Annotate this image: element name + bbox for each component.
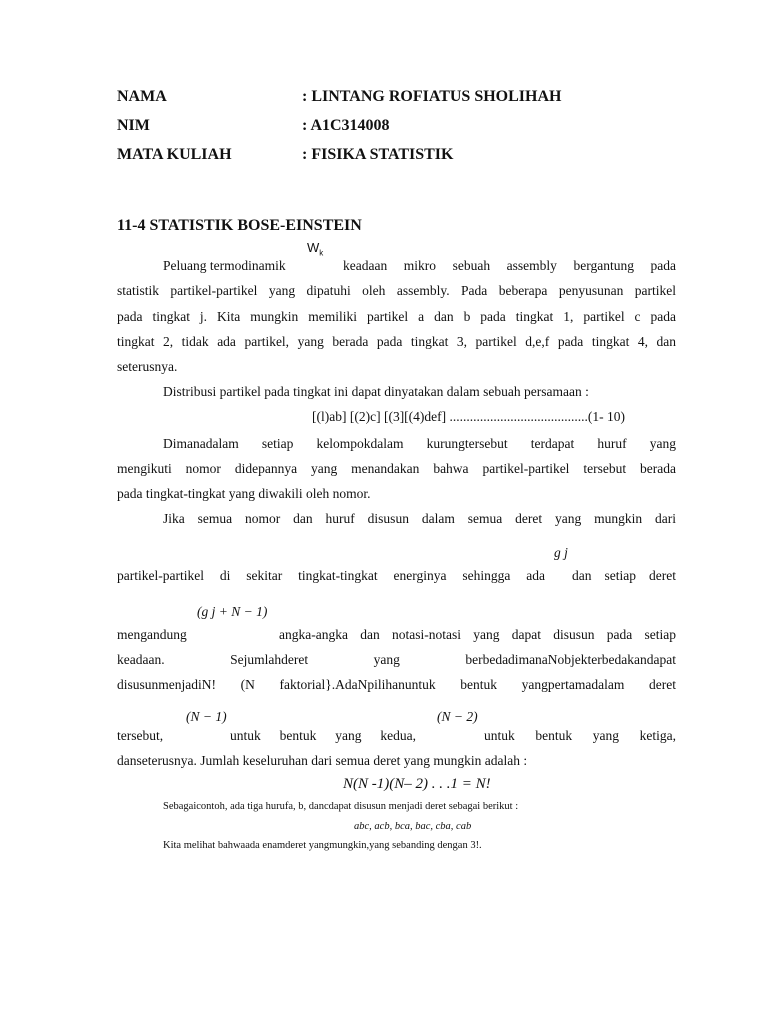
- p1-line1b: keadaan mikro sebuah assembly bergantung pada: [343, 258, 676, 273]
- symbol-n-2: (N − 2): [437, 709, 478, 724]
- p1-line5: seterusnya.: [117, 359, 178, 374]
- p3-line1: Dimanadalam setiap kelompokdalam kurungtersebut terdapat huruf yang: [163, 436, 676, 451]
- symbol-wk: [307, 240, 323, 258]
- p1-line1a: Peluang termodinamik: [163, 258, 286, 273]
- section-title: 11-4 STATISTIK BOSE-EINSTEIN: [117, 217, 362, 234]
- p4-line2a: partikel-partikel di sekitar tingkat-tingkat energinya sehingga ada: [117, 568, 545, 583]
- p4-line5: disusunmenjadiN! (N faktorial}.AdaNpilihanuntuk bentuk yangpertamadalam deret: [117, 677, 676, 692]
- p1-line2: statistik partikel-partikel yang dipatuhi oleh assembly. Pada beberapa penyusunan partikel: [117, 283, 676, 298]
- p1-line4: tingkat 2, tidak ada partikel, yang berada pada tingkat 3, partikel d,e,f pada tingkat 4, dan: [117, 334, 676, 349]
- p3-line2: mengikuti nomor didepannya yang menandakan bahwa partikel-partikel tersebut berada: [117, 461, 676, 476]
- symbol-gj: g j: [554, 545, 568, 560]
- example-conclusion: Kita melihat bahwaada enamderet yangmungkin,yang sebanding dengan 3!.: [163, 840, 482, 851]
- symbol-wk-base: W: [307, 240, 320, 255]
- value-nama: : LINTANG ROFIATUS SHOLIHAH: [302, 88, 562, 105]
- p4-line4: keadaan. Sejumlahderet yang berbedadimanaNobjekterbedakandapat: [117, 652, 676, 667]
- symbol-gj-n-1: (g j + N − 1): [197, 604, 268, 619]
- p1-line3: pada tingkat j. Kita mungkin memiliki partikel a dan b pada tingkat 1, partikel c pada: [117, 309, 676, 324]
- p3-line3: pada tingkat-tingkat yang diwakili oleh nomor.: [117, 486, 371, 501]
- p4-line7: danseterusnya. Jumlah keseluruhan dari semua deret yang mungkin adalah :: [117, 753, 528, 768]
- p4-line1: Jika semua nomor dan huruf disusun dalam semua deret yang mungkin dari: [163, 511, 676, 526]
- example-permutations: abc, acb, bca, bac, cba, cab: [354, 821, 472, 832]
- p4-line6c: untuk bentuk yang ketiga,: [484, 728, 676, 743]
- label-nama: NAMA: [117, 88, 167, 105]
- p2-line1: Distribusi partikel pada tingkat ini dapat dinyatakan dalam sebuah persamaan :: [163, 384, 589, 399]
- label-mata-kuliah: MATA KULIAH: [117, 146, 232, 163]
- example-text: Sebagaicontoh, ada tiga hurufa, b, dancdapat disusun menjadi deret sebagai berikut :: [163, 801, 519, 812]
- p4-line6a: tersebut,: [117, 728, 164, 743]
- p4-line3b: angka-angka dan notasi-notasi yang dapat disusun pada setiap: [279, 627, 676, 642]
- formula-n-factorial: N(N -1)(N– 2) . . .1 = N!: [343, 776, 491, 792]
- label-nim: NIM: [117, 117, 150, 134]
- symbol-wk-sub: k: [319, 248, 324, 258]
- value-mata-kuliah: : FISIKA STATISTIK: [302, 146, 454, 163]
- p4-line6b: untuk bentuk yang kedua,: [230, 728, 416, 743]
- p4-line2b: dan setiap deret: [572, 568, 676, 583]
- value-nim: : A1C314008: [302, 117, 390, 134]
- equation-1-10: [(l)ab] [(2)c] [(3][(4)def] .........................................(1- 10): [312, 409, 626, 424]
- symbol-n-1: (N − 1): [186, 709, 227, 724]
- p4-line3a: mengandung: [117, 627, 187, 642]
